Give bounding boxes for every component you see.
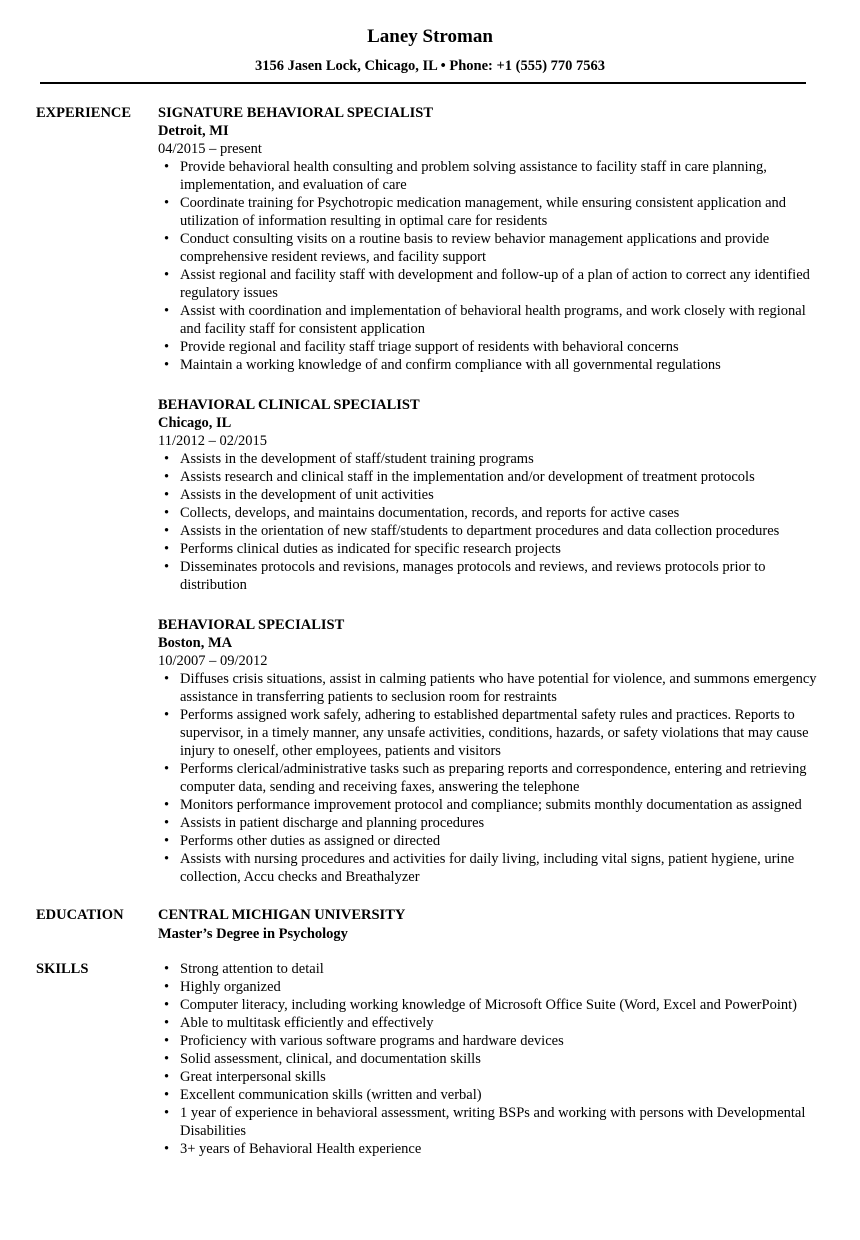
job-title: BEHAVIORAL SPECIALIST bbox=[158, 617, 345, 633]
job-duties-list bbox=[158, 670, 818, 886]
job-dates: 10/2007 – 09/2012 bbox=[158, 653, 268, 669]
skill-item: • Solid assessment, clinical, and documentation skills bbox=[180, 1050, 818, 1068]
skill-item: • Able to multitask efficiently and effectively bbox=[180, 1014, 818, 1032]
duty-item: • Diffuses crisis situations, assist in calming patients who have potential for violence, and summons emergency assistance in transferring patients to seclusion room for restraints bbox=[180, 670, 818, 706]
skill-item: • Great interpersonal skills bbox=[180, 1068, 818, 1086]
header-divider bbox=[40, 82, 806, 84]
duty-item: • Performs clinical duties as indicated for specific research projects bbox=[180, 540, 818, 558]
duty-item: • Disseminates protocols and revisions, manages protocols and reviews, and reviews protocols prior to distribution bbox=[180, 558, 818, 594]
skill-item: • Highly organized bbox=[180, 978, 818, 996]
skill-item: • 3+ years of Behavioral Health experience bbox=[180, 1140, 818, 1158]
job-entry bbox=[158, 104, 818, 374]
skill-item: • Excellent communication skills (written and verbal) bbox=[180, 1086, 818, 1104]
job-title: SIGNATURE BEHAVIORAL SPECIALIST bbox=[158, 105, 434, 121]
education-section bbox=[0, 906, 860, 944]
skill-item: • 1 year of experience in behavioral assessment, writing BSPs and working with persons with Developmental Disabilities bbox=[180, 1104, 818, 1140]
duty-item: • Performs clerical/administrative tasks such as preparing reports and correspondence, entering and retrieving computer data, sending and receiving faxes, answering the telephone bbox=[180, 760, 818, 796]
skills-label: SKILLS bbox=[36, 961, 89, 977]
duty-item: • Assists in the development of unit activities bbox=[180, 486, 818, 504]
duty-item: • Provide regional and facility staff triage support of residents with behavioral concerns bbox=[180, 338, 818, 356]
duty-item: • Assist regional and facility staff with development and follow-up of a plan of action to correct any identified regulatory issues bbox=[180, 266, 818, 302]
job-entry bbox=[158, 396, 818, 594]
job-location: Detroit, MI bbox=[158, 123, 229, 139]
duty-item: • Monitors performance improvement protocol and compliance; submits monthly documentation as assigned bbox=[180, 796, 818, 814]
skills-section bbox=[0, 960, 860, 1158]
degree-name: Master’s Degree in Psychology bbox=[158, 926, 348, 942]
job-location: Boston, MA bbox=[158, 635, 233, 651]
duty-item: • Assists with nursing procedures and activities for daily living, including vital signs, patient hygiene, urine collection, Accu checks and Breathalyzer bbox=[180, 850, 818, 886]
duty-item: • Assists in the development of staff/student training programs bbox=[180, 450, 818, 468]
skill-item: • Proficiency with various software programs and hardware devices bbox=[180, 1032, 818, 1050]
duty-item: • Performs other duties as assigned or directed bbox=[180, 832, 818, 850]
contact-line: 3156 Jasen Lock, Chicago, IL • Phone: +1 (555) 770 7563 bbox=[254, 58, 606, 74]
job-entry bbox=[158, 616, 818, 886]
duty-item: • Coordinate training for Psychotropic medication management, while ensuring consistent application and utilization of information resulting in optimal care for residents bbox=[180, 194, 818, 230]
skill-item: • Strong attention to detail bbox=[180, 960, 818, 978]
duty-item: • Assists research and clinical staff in the implementation and/or development of treatment protocols bbox=[180, 468, 818, 486]
duty-item: • Maintain a working knowledge of and confirm compliance with all governmental regulations bbox=[180, 356, 818, 374]
duty-item: • Provide behavioral health consulting and problem solving assistance to facility staff in care planning, implementation, and evaluation of care bbox=[180, 158, 818, 194]
education-body bbox=[158, 906, 818, 944]
experience-body bbox=[158, 104, 818, 886]
skills-body bbox=[158, 960, 818, 1158]
school-name: CENTRAL MICHIGAN UNIVERSITY bbox=[158, 907, 406, 923]
job-title: BEHAVIORAL CLINICAL SPECIALIST bbox=[158, 397, 420, 413]
experience-label: EXPERIENCE bbox=[36, 105, 132, 121]
duty-item: • Performs assigned work safely, adhering to established departmental safety rules and practices. Reports to supervisor, in a timely manner, any unsafe activities, conditions, hazards, or safety violations that may cause injury to oneself, other employees, patients and visitors bbox=[180, 706, 818, 760]
skill-item: • Computer literacy, including working knowledge of Microsoft Office Suite (Word, Excel and PowerPoint) bbox=[180, 996, 818, 1014]
duty-item: • Conduct consulting visits on a routine basis to review behavior management applications and provide comprehensive resident reviews, and facility support bbox=[180, 230, 818, 266]
job-location: Chicago, IL bbox=[158, 415, 232, 431]
duty-item: • Collects, develops, and maintains documentation, records, and reports for active cases bbox=[180, 504, 818, 522]
duty-item: • Assist with coordination and implementation of behavioral health programs, and work closely with regional and facility staff for consistent application bbox=[180, 302, 818, 338]
job-dates: 11/2012 – 02/2015 bbox=[158, 433, 268, 449]
duty-item: • Assists in patient discharge and planning procedures bbox=[180, 814, 818, 832]
duty-item: • Assists in the orientation of new staff/students to department procedures and data collection procedures bbox=[180, 522, 818, 540]
job-duties-list bbox=[158, 158, 818, 374]
skills-list bbox=[158, 960, 818, 1158]
job-dates: 04/2015 – present bbox=[158, 141, 262, 157]
candidate-name: Laney Stroman bbox=[367, 26, 493, 47]
job-duties-list bbox=[158, 450, 818, 594]
education-label: EDUCATION bbox=[36, 907, 124, 923]
resume-header bbox=[0, 24, 860, 84]
experience-section bbox=[0, 104, 860, 886]
